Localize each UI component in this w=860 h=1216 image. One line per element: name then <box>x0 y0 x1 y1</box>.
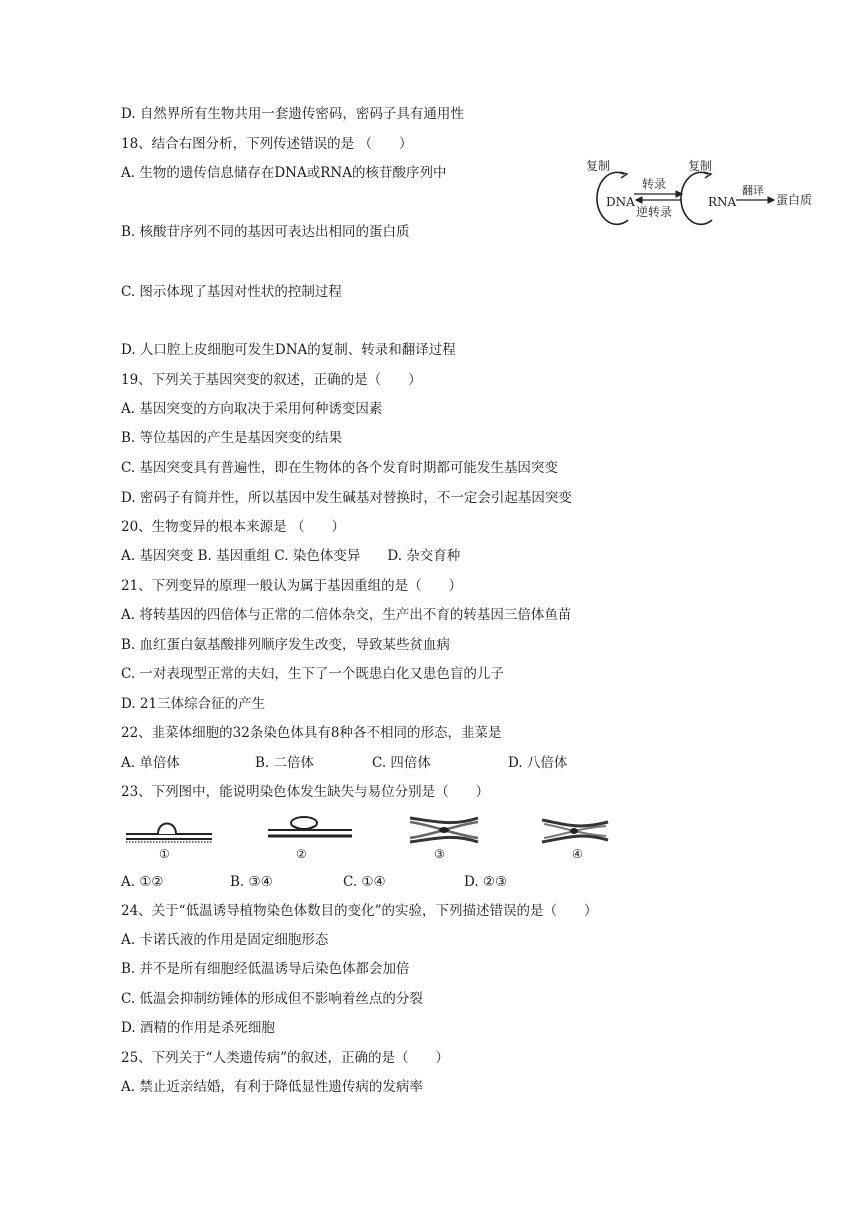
q24-option-b: B. 并不是所有细胞经低温诱导后染色体都会加倍 <box>121 961 410 977</box>
q23-stem: 23、下列图中，能说明染色体发生缺失与易位分别是（ ） <box>121 784 490 800</box>
q23-option-d: D. ②③ <box>464 874 508 890</box>
q25-stem: 25、下列关于“人类遗传病”的叙述，正确的是（ ） <box>121 1050 449 1066</box>
reverse-transcription-label: 逆转录 <box>636 205 673 219</box>
q21-option-b: B. 血红蛋白氨基酸排列顺序发生改变，导致某些贫血病 <box>121 637 451 653</box>
chromosome-figures <box>120 812 640 864</box>
q19-option-a: A. 基因突变的方向取决于采用何种诱变因素 <box>121 401 383 417</box>
q24-option-d: D. 酒精的作用是杀死细胞 <box>121 1020 275 1036</box>
q24-stem: 24、关于“低温诱导植物染色体数目的变化”的实验，下列描述错误的是（ ） <box>121 903 598 919</box>
dna-label: DNA <box>606 195 635 209</box>
figure-3-label: ③ <box>434 847 445 861</box>
q18-option-c: C. 图示体现了基因对性状的控制过程 <box>121 284 342 300</box>
figure-2-label: ② <box>296 847 307 861</box>
q21-option-c: C. 一对表现型正常的夫妇，生下了一个既患白化又患色盲的儿子 <box>121 666 504 682</box>
q24-option-a: A. 卡诺氏液的作用是固定细胞形态 <box>121 932 329 948</box>
q21-stem: 21、下列变异的原理一般认为属于基因重组的是（ ） <box>121 578 463 594</box>
protein-label: 蛋白质 <box>776 193 813 207</box>
q21-option-a: A. 将转基因的四倍体与正常的二倍体杂交，生产出不育的转基因三倍体鱼苗 <box>121 607 572 623</box>
q19-option-b: B. 等位基因的产生是基因突变的结果 <box>121 430 343 446</box>
rna-replicate-label: 复制 <box>688 159 713 173</box>
q19-stem: 19、下列关于基因突变的叙述，正确的是（ ） <box>121 372 422 388</box>
q23-option-b: B. ③④ <box>230 874 273 890</box>
chromosome-figure-1 <box>126 824 212 862</box>
q24-option-c: C. 低温会抑制纺锤体的形成但不影响着丝点的分裂 <box>121 991 423 1007</box>
figure-4-label: ④ <box>572 847 583 861</box>
rna-label: RNA <box>708 195 737 209</box>
chromosome-figure-2 <box>268 817 352 861</box>
central-dogma-diagram <box>578 150 818 230</box>
dna-replicate-label: 复制 <box>586 159 611 173</box>
q20-stem: 20、生物变异的根本来源是 （ ） <box>121 519 345 535</box>
q18-option-b: B. 核酸苷序列不同的基因可表达出相同的蛋白质 <box>121 224 410 240</box>
q22-stem: 22、韭菜体细胞的32条染色体具有8种各不相同的形态，韭菜是 <box>121 725 502 741</box>
q22-option-b: B. 二倍体 <box>255 755 315 771</box>
q23-option-c: C. ①④ <box>343 874 386 890</box>
q18-option-d: D. 人口腔上皮细胞可发生DNA的复制、转录和翻译过程 <box>121 342 456 358</box>
transcription-label: 转录 <box>642 177 667 191</box>
q21-option-d: D. 21三体综合征的产生 <box>121 696 266 712</box>
q19-option-d: D. 密码子有简并性，所以基因中发生碱基对替换时，不一定会引起基因突变 <box>121 490 572 506</box>
q17-option-d: D. 自然界所有生物共用一套遗传密码，密码子具有通用性 <box>121 106 464 122</box>
q22-option-a: A. 单倍体 <box>121 755 180 771</box>
q20-options: A. 基因突变 B. 基因重组 C. 染色体变异 D. 杂交育种 <box>121 548 461 564</box>
chromosome-figure-3 <box>410 818 478 861</box>
q22-option-c: C. 四倍体 <box>372 755 431 771</box>
q25-option-a: A. 禁止近亲结婚，有利于降低显性遗传病的发病率 <box>121 1079 423 1095</box>
chromosome-figure-4 <box>542 820 608 861</box>
figure-1-label: ① <box>159 847 170 861</box>
q22-option-d: D. 八倍体 <box>508 755 568 771</box>
q18-stem: 18、结合右图分析，下列传述错误的是 （ ） <box>121 136 413 152</box>
q18-option-a: A. 生物的遗传信息储存在DNA或RNA的核苷酸序列中 <box>121 165 447 181</box>
q19-option-c: C. 基因突变具有普遍性，即在生物体的各个发育时期都可能发生基因突变 <box>121 460 558 476</box>
translation-label: 翻译 <box>742 184 764 197</box>
q23-option-a: A. ①② <box>121 874 164 890</box>
